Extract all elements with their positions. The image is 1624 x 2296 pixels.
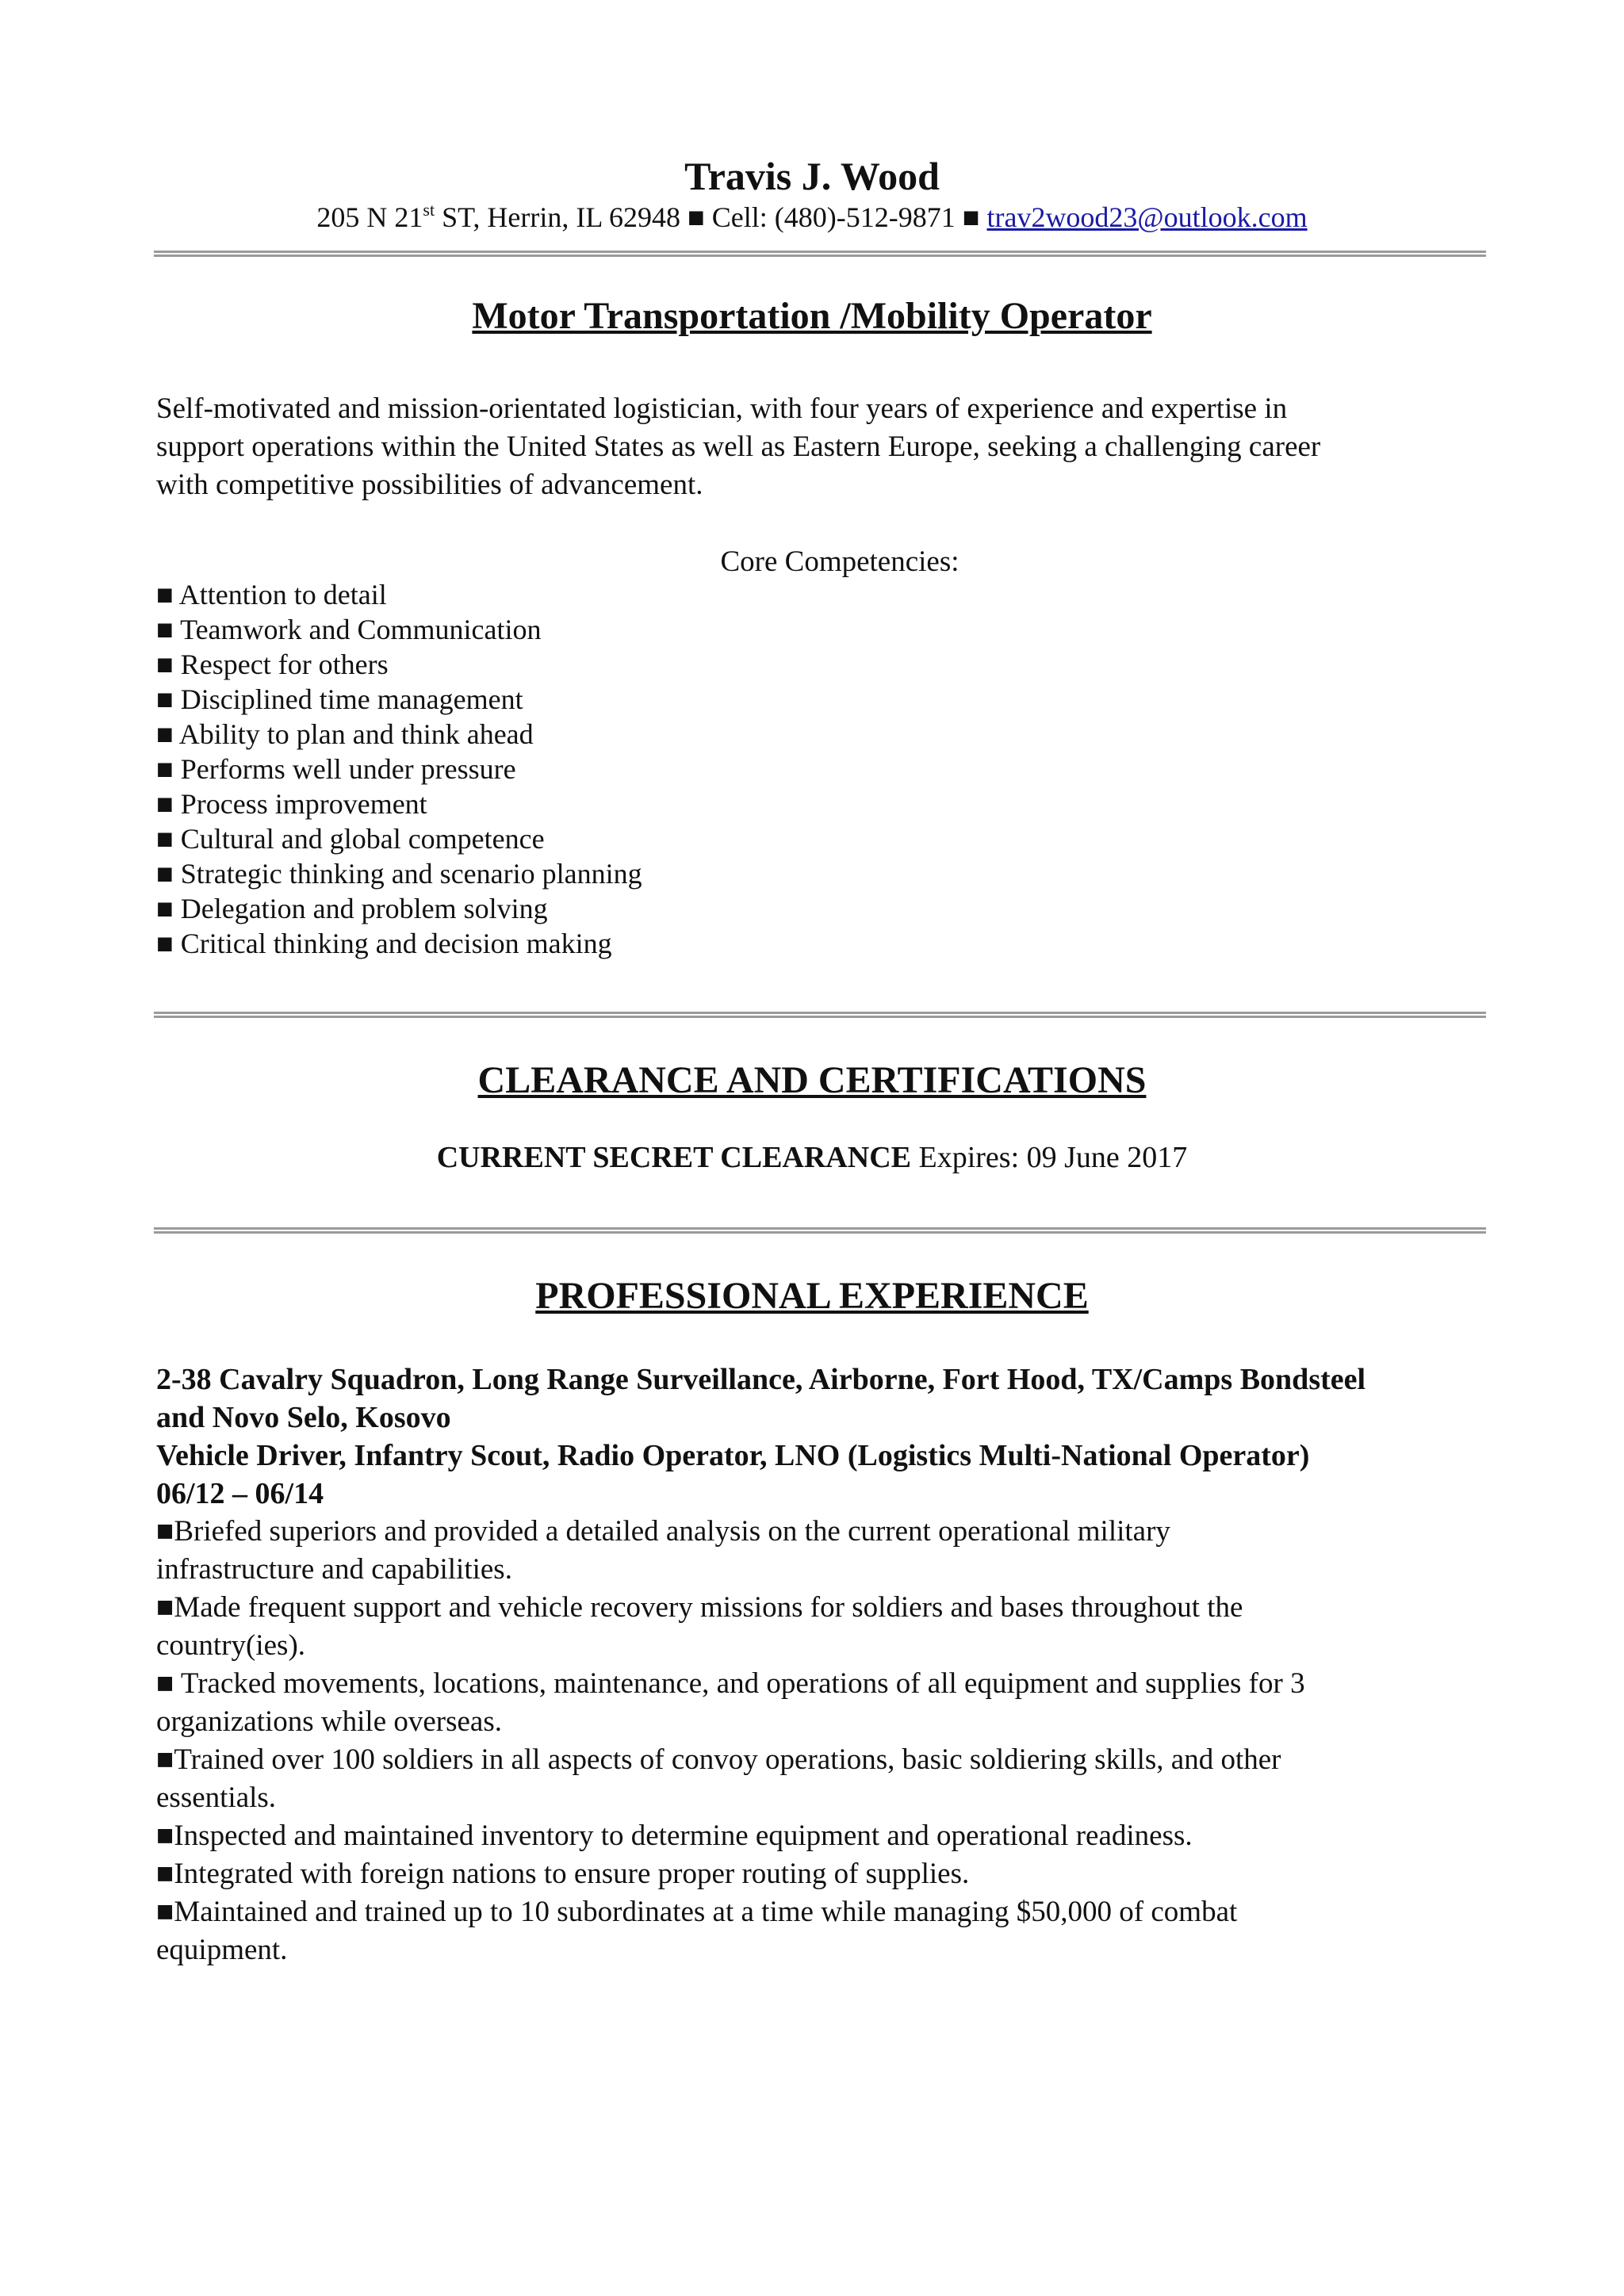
competency-item: ■ Critical thinking and decision making (156, 928, 612, 959)
address-street: 205 N 21 (316, 201, 423, 233)
bullet-line: ■Trained over 100 soldiers in all aspects of convoy operations, basic soldiering skills, and other (156, 1743, 1281, 1776)
header-divider (154, 251, 1486, 257)
summary-line: with competitive possibilities of advancement. (156, 469, 703, 501)
competency-item: ■ Strategic thinking and scenario planning (156, 858, 642, 890)
bullet-line: ■ Tracked movements, locations, maintenance, and operations of all equipment and supplies for 3 (156, 1667, 1305, 1700)
bullet-line: ■Inspected and maintained inventory to determine equipment and operational readiness. (156, 1820, 1193, 1852)
clearance-line (0, 1138, 1624, 1177)
bullet-line: ■Made frequent support and vehicle recovery missions for soldiers and bases throughout the (156, 1591, 1243, 1624)
address-ordinal: st (423, 200, 435, 220)
clearance-expiry: Expires: 09 June 2017 (918, 1141, 1188, 1174)
competency-item: ■ Cultural and global competence (156, 823, 545, 855)
bullet-line: organizations while overseas. (156, 1705, 502, 1738)
summary-paragraph (156, 390, 1488, 504)
candidate-name: Travis J. Wood (684, 154, 940, 198)
bullet-line: essentials. (156, 1781, 277, 1814)
summary-line: support operations within the United States as well as Eastern Europe, seeking a challenging career (156, 430, 1321, 463)
competency-item: ■ Ability to plan and think ahead (156, 718, 534, 750)
competency-item: ■ Disciplined time management (156, 683, 523, 715)
summary-line: Self-motivated and mission-orientated logistician, with four years of experience and expertise in (156, 392, 1288, 425)
bullet-line: ■Maintained and trained up to 10 subordinates at a time while managing $50,000 of combat (156, 1896, 1238, 1928)
experience-bullets (156, 1513, 1488, 1969)
competency-item: ■ Respect for others (156, 649, 389, 680)
clearance-label: CURRENT SECRET CLEARANCE (436, 1141, 911, 1174)
experience-entry (156, 1360, 1488, 1969)
date-range: 06/12 – 06/14 (156, 1477, 324, 1510)
competencies-divider (154, 1012, 1486, 1018)
competencies-list (156, 577, 642, 961)
competency-item: ■ Attention to detail (156, 579, 387, 610)
bullet-line: infrastructure and capabilities. (156, 1553, 512, 1586)
clearance-title: CLEARANCE AND CERTIFICATIONS (477, 1059, 1147, 1101)
competencies-heading: Core Competencies: (720, 545, 959, 578)
clearance-divider (154, 1227, 1486, 1234)
contact-line (0, 200, 1624, 235)
unit-line: 2-38 Cavalry Squadron, Long Range Surveillance, Airborne, Fort Hood, TX/Camps Bondsteel (156, 1363, 1366, 1396)
bullet-line: equipment. (156, 1934, 288, 1966)
role-line: Vehicle Driver, Infantry Scout, Radio Operator, LNO (Logistics Multi-National Operator) (156, 1439, 1310, 1472)
experience-title: PROFESSIONAL EXPERIENCE (535, 1275, 1089, 1317)
competency-item: ■ Teamwork and Communication (156, 614, 542, 645)
objective-title: Motor Transportation /Mobility Operator (472, 295, 1152, 337)
competency-item: ■ Performs well under pressure (156, 753, 516, 785)
bullet-line: ■Integrated with foreign nations to ensure proper routing of supplies. (156, 1858, 970, 1890)
competency-item: ■ Delegation and problem solving (156, 893, 548, 924)
address-city-phone: ST, Herrin, IL 62948 ■ Cell: (480)-512-9871 ■ (435, 201, 987, 233)
bullet-line: country(ies). (156, 1629, 306, 1662)
unit-line: and Novo Selo, Kosovo (156, 1401, 451, 1434)
competency-item: ■ Process improvement (156, 788, 427, 820)
email-link[interactable]: trav2wood23@outlook.com (986, 201, 1308, 233)
bullet-line: ■Briefed superiors and provided a detailed analysis on the current operational military (156, 1515, 1170, 1548)
